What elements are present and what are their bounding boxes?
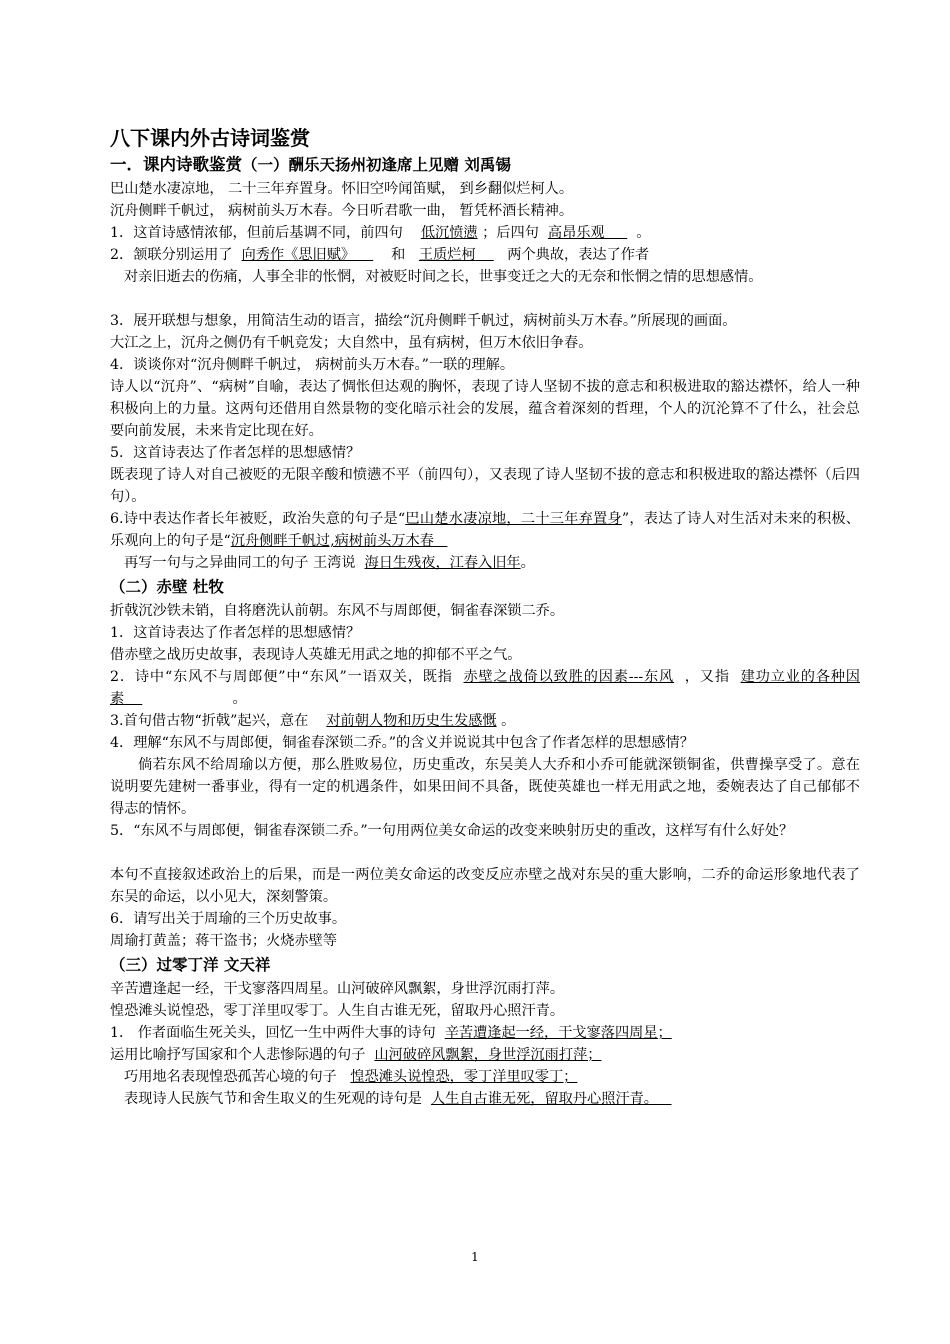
document-body: [110, 124, 860, 1110]
section-heading-2: [110, 574, 860, 600]
question-1-part-3: 巧用地名表现惶恐孤苦心境的句子 惶恐滩头说惶恐，零丁洋里叹零丁；: [124, 1069, 578, 1085]
poem-title: 过零丁洋 文天祥: [156, 955, 271, 974]
answer-blank: 人生自古谁无死，留取丹心照汗青。: [430, 1091, 658, 1107]
question-6: 6．请写出关于周瑜的三个历史故事。: [110, 911, 347, 927]
question-2: 2．颔联分别运用了 向秀作《思旧赋》 和 王质烂柯 两个典故，表达了作者: [110, 247, 650, 263]
section-heading-1: [110, 152, 860, 178]
document-title: 八下课内外古诗词鉴赏: [110, 126, 310, 150]
question-2: 2．诗中“东风不与周郎便”中“东风”一语双关，既指 赤壁之战倚以致胜的因素---东风 ，又指 建功立业的各种因素 。: [110, 669, 860, 707]
question-6: 6.诗中表达作者长年被贬，政治失意的句子是“巴山楚水凄凉地，二十三年弃置身”，表达了诗人对生活对未来的积极、乐观向上的句子是“沉舟侧畔千帆过,病树前头万木春: [110, 511, 860, 549]
question-1: 1．这首诗表达了作者怎样的思想感情？: [110, 625, 361, 641]
answer-text: 周瑜打黄盖；蒋干盗书；火烧赤壁等: [110, 933, 338, 949]
answer-blank: 沉舟侧畔千帆过,病树前头万木春: [230, 533, 434, 549]
poem-line: 沉舟侧畔千帆过， 病树前头万木春。今日听君歌一曲， 暂凭杯酒长精神。: [110, 203, 574, 219]
question-6-extra: 再写一句与之异曲同工的句子 王湾说 海日生残夜，江春入旧年。: [124, 555, 535, 571]
question-1: 1． 作者面临生死关头，回忆一生中两件大事的诗句 辛苦遭逢起一经，干戈寥落四周星；: [110, 1025, 672, 1041]
subsection-number: （二）: [110, 577, 157, 596]
answer-blank: 高昂乐观: [547, 225, 605, 241]
question-5: 5．“东风不与周郎便，铜雀春深锁二乔。”一句用两位美女命运的改变来映射历史的重改，这样写有什么好处？: [110, 823, 794, 839]
poem-title: 赤壁 杜牧: [156, 577, 224, 596]
question-4: 4．理解“东风不与周郎便，铜雀春深锁二乔。”的含义并说说其中包含了作者怎样的思想感情？: [110, 735, 694, 751]
answer-blank: 山河破碎风飘絮，身世浮沉雨打萍；: [374, 1047, 602, 1063]
poem-line: 惶恐滩头说惶恐，零丁洋里叹零丁。人生自古谁无死，留取丹心照汗青。: [110, 1003, 565, 1019]
answer-blank: 巴山楚水凄凉地，二十三年弃置身: [405, 511, 622, 527]
poem-title: 酬乐天扬州初逢席上见赠 刘禹锡: [288, 155, 511, 174]
answer-blank: 对前朝人物和历史生发感慨: [326, 713, 497, 729]
question-1-part-4: 表现诗人民族气节和舍生取义的生死观的诗句是 人生自古谁无死，留取丹心照汗青。: [124, 1091, 658, 1107]
answer-blank: 赤壁之战倚以致胜的因素---东风: [463, 669, 675, 685]
answer-text: 本句不直接叙述政治上的后果，而是一两位美女命运的改变反应赤壁之战对东吴的重大影响，二乔的命运形象地代表了东吴的命运，以小见大，深刻警策。: [110, 867, 860, 905]
answer-blank: 海日生残夜，江春入旧年: [364, 555, 521, 571]
subsection-number: （三）: [110, 955, 157, 974]
answer-text: 大江之上，沉舟之侧仍有千帆竞发；大自然中，虽有病树，但万木依旧争春。: [110, 335, 593, 351]
question-1-part-2: 运用比喻抒写国家和个人悲惨际遇的句子 山河破碎风飘絮，身世浮沉雨打萍；: [110, 1047, 602, 1063]
answer-blank: 低沉愤懑: [420, 225, 478, 241]
answer-blank: 惶恐滩头说惶恐，零丁洋里叹零丁；: [350, 1069, 578, 1085]
answer-text: 倘若东风不给周瑜以方便，那么胜败易位，历史重改，东吴美人大乔和小乔可能就深锁铜雀，供曹操享受了。意在说明要先建树一番事业，得有一定的机遇条件，如果田间不具备，既使英雄也一样无用武之地，委婉表达了自己郁郁不得志的情怀。: [110, 757, 860, 817]
poem-line: 折戟沉沙铁未销，自将磨洗认前朝。东风不与周郎便，铜雀春深锁二乔。: [110, 603, 565, 619]
answer-blank: 向秀作《思旧赋》: [241, 247, 356, 263]
poem-line: 巴山楚水凄凉地， 二十三年弃置身。怀旧空吟闻笛赋， 到乡翻似烂柯人。: [110, 181, 574, 197]
question-1: 1．这首诗感情浓郁，但前后基调不同，前四句 低沉愤懑 ；后四句 高昂乐观 。: [110, 225, 651, 241]
poem-line: 辛苦遭逢起一经，干戈寥落四周星。山河破碎风飘絮，身世浮沉雨打萍。: [110, 981, 565, 997]
page-number: 1: [471, 1250, 479, 1264]
answer-text: 借赤壁之战历史故事，表现诗人英雄无用武之地的抑郁不平之气。: [110, 647, 522, 663]
section-heading-prefix: 一．课内诗歌鉴赏: [110, 155, 242, 174]
answer-text: 对亲旧逝去的伤痛，人事全非的怅惘，对被贬时间之长，世事变迁之大的无奈和怅惘之情的思想感情。: [124, 269, 763, 285]
subsection-number: （一）: [242, 155, 289, 174]
question-3: 3．展开联想与想象，用简洁生动的语言，描绘“沉舟侧畔千帆过，病树前头万木春。”所展现的画面。: [110, 313, 737, 329]
answer-blank: 辛苦遭逢起一经，干戈寥落四周星；: [444, 1025, 672, 1041]
answer-text: 既表现了诗人对自己被贬的无限辛酸和愤懑不平（前四句），又表现了诗人坚韧不拔的意志和积极进取的豁达襟怀（后四句）。: [110, 467, 860, 505]
section-heading-3: [110, 952, 860, 978]
answer-blank: 王质烂柯: [418, 247, 476, 263]
answer-text: 诗人以“沉舟”、“病树”自喻，表达了惆怅但达观的胸怀，表现了诗人坚韧不拔的意志和积极进取的豁达襟怀，给人一种积极向上的力量。这两句还借用自然景物的变化暗示社会的发展，蕴含着深刻的哲理，个人的沉沦算不了什么，社会总要向前发展，未来肯定比现在好。: [110, 379, 860, 439]
answer-blank: 建功立业的各种因素: [110, 669, 860, 707]
question-3: 3.首句借古物“折戟”起兴，意在 对前朝人物和历史生发感慨 。: [110, 713, 516, 729]
question-4: 4．谈谈你对“沉舟侧畔千帆过， 病树前头万木春。”一联的理解。: [110, 357, 515, 373]
question-5: 5．这首诗表达了作者怎样的思想感情？: [110, 445, 361, 461]
